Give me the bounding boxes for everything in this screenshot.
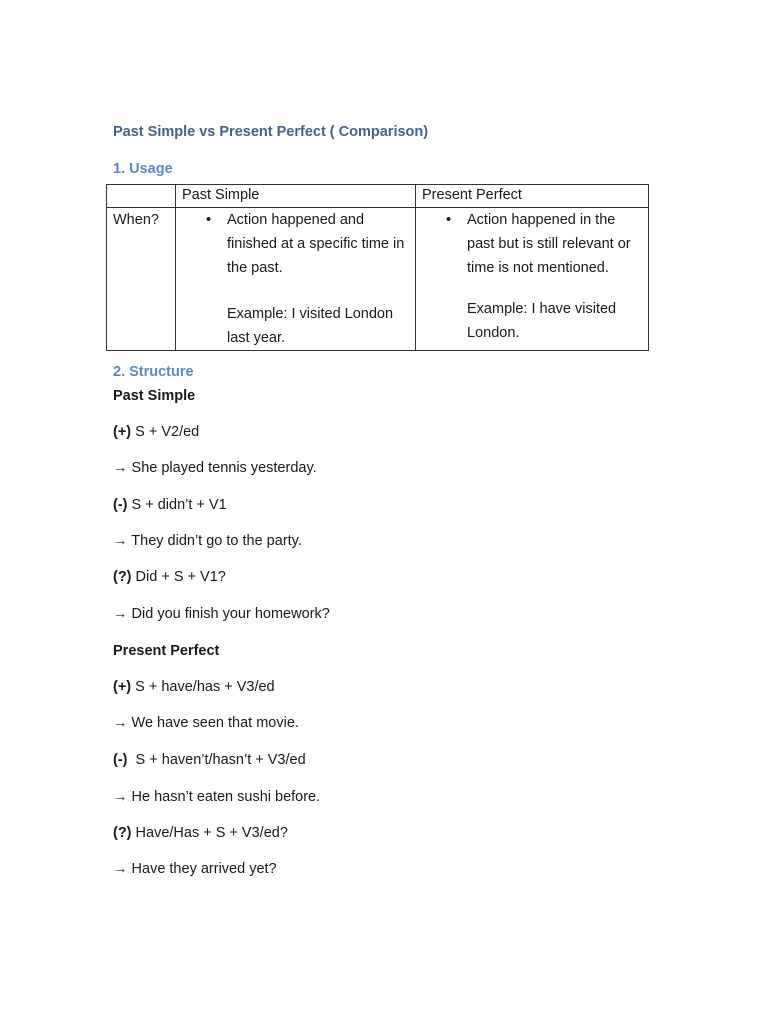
positive-form: S + have/has + V3/ed [131, 679, 275, 695]
past-simple-question [113, 569, 226, 585]
past-simple-usage-text: Action happened and finished at a specific time in the past. [227, 212, 405, 276]
present-perfect-usage-cell [416, 208, 649, 351]
past-simple-negative [113, 497, 227, 513]
usage-table-row [107, 208, 649, 351]
past-simple-positive [113, 424, 199, 440]
question-form: Have/Has + S + V3/ed? [131, 825, 288, 841]
usage-table-header-row [107, 185, 649, 208]
past-simple-usage-cell [176, 208, 416, 351]
bullet-icon: • [206, 212, 212, 228]
present-perfect-positive [113, 679, 275, 695]
document-title: Past Simple vs Present Perfect ( Comparison) [113, 124, 429, 140]
negative-form: S + haven’t/hasn’t + V3/ed [127, 752, 306, 768]
present-perfect-usage-text: Action happened in the past but is still relevant or time is not mentioned. [467, 212, 631, 276]
row-label-when: When? [107, 208, 176, 351]
positive-form: S + V2/ed [131, 424, 200, 440]
positive-mark: (+) [113, 679, 132, 695]
positive-mark: (+) [113, 424, 132, 440]
bullet-icon: • [446, 212, 452, 228]
present-perfect-label: Present Perfect [113, 643, 220, 659]
question-form: Did + S + V1? [131, 569, 226, 585]
negative-mark: (-) [113, 752, 128, 768]
present-perfect-positive-example: → We have seen that movie. [113, 715, 299, 731]
past-simple-positive-example: → She played tennis yesterday. [113, 460, 317, 476]
table-header-present-perfect: Present Perfect [416, 185, 649, 208]
present-perfect-negative [113, 752, 306, 768]
past-simple-label: Past Simple [113, 388, 196, 404]
present-perfect-usage-example: Example: I have visited London. [467, 301, 617, 341]
negative-mark: (-) [113, 497, 128, 513]
structure-heading: 2. Structure [113, 364, 194, 380]
question-mark: (?) [113, 569, 132, 585]
present-perfect-negative-example: → He hasn’t eaten sushi before. [113, 789, 321, 805]
past-simple-usage-example: Example: I visited London last year. [227, 306, 394, 346]
present-perfect-question [113, 825, 288, 841]
question-mark: (?) [113, 825, 132, 841]
past-simple-question-example: → Did you finish your homework? [113, 606, 330, 622]
negative-form: S + didn’t + V1 [127, 497, 227, 513]
table-header-empty [107, 185, 176, 208]
table-header-past-simple: Past Simple [176, 185, 416, 208]
present-perfect-question-example: → Have they arrived yet? [113, 861, 277, 877]
usage-table [106, 184, 649, 351]
past-simple-negative-example: → They didn’t go to the party. [113, 533, 302, 549]
usage-heading: 1. Usage [113, 161, 173, 177]
